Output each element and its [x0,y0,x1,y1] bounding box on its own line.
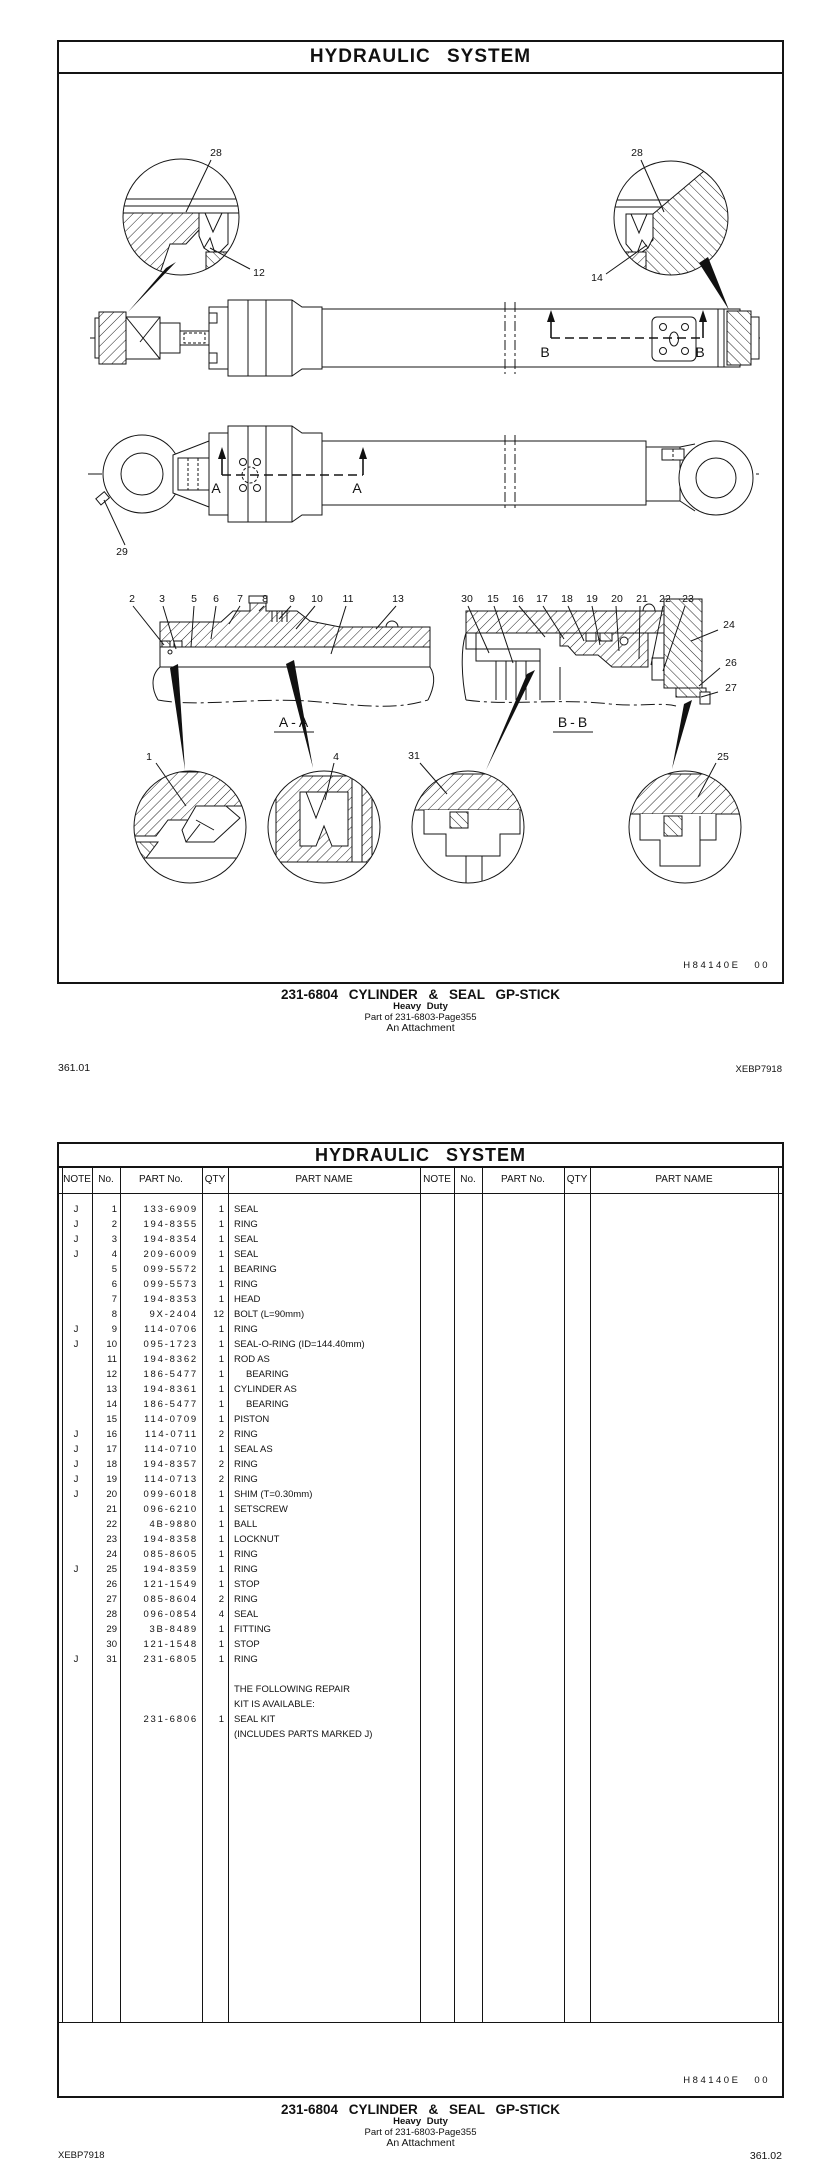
callout-label: 22 [659,593,671,605]
cell-item-no: 7 [111,1294,117,1305]
callout-label: 30 [461,593,473,605]
table-row [0,1547,420,1562]
table-header-cell: PART NAME [295,1174,353,1185]
table-row [0,1217,420,1232]
cell-note: J [73,1219,79,1230]
cell-item-no: 24 [106,1549,117,1560]
table-row [0,1712,420,1727]
cell-qty: 2 [218,1429,224,1440]
cell-item-no: 14 [106,1399,117,1410]
page2-drawing-code [683,2075,770,2086]
cell-qty: 1 [218,1549,224,1560]
detail-circle-1 [134,771,246,883]
section-bb-drawing [462,599,710,770]
callout-label: 26 [725,657,737,669]
page1-doc-id: XEBP7918 [735,1064,782,1075]
cell-part-no: 085-8605 [143,1549,198,1560]
table-header-cell: QTY [204,1174,226,1185]
callout-label: 21 [636,593,648,605]
callout-label: 19 [586,593,598,605]
view-arrow-label: A [352,480,362,496]
cell-part-no: 194-8357 [143,1459,198,1470]
cell-qty: 1 [218,1624,224,1635]
detail-circle-top-right [613,150,729,310]
cell-item-no: 13 [106,1384,117,1395]
table-row [0,1667,420,1682]
page2-title: HYDRAULIC SYSTEM [59,1144,782,1168]
cell-part-name: SETSCREW [234,1504,288,1515]
table-row [0,1652,420,1667]
cell-item-no: 11 [107,1354,117,1365]
cell-part-no: 186-5477 [143,1399,198,1410]
cell-qty: 1 [218,1489,224,1500]
cell-qty: 2 [218,1474,224,1485]
cell-part-no: 194-8355 [143,1219,198,1230]
cell-part-no: 121-1548 [143,1639,198,1650]
table-row [0,1622,420,1637]
cell-part-no: 231-6806 [143,1714,198,1725]
table-row [0,1262,420,1277]
page2-caption-title: 231-6804 CYLINDER & SEAL GP-STICK [280,2102,561,2117]
cell-part-no: 3B-8489 [149,1624,198,1635]
cell-item-no: 5 [111,1264,117,1275]
cell-item-no: 17 [106,1444,117,1455]
callout-label: 9 [289,593,295,605]
section-label-aa: A-A [278,714,312,730]
cell-part-name: RING [234,1549,258,1560]
section-aa-drawing [153,596,434,770]
cell-item-no: 1 [111,1204,117,1215]
cell-part-name: THE FOLLOWING REPAIR [234,1684,350,1695]
cell-part-no: 114-0709 [144,1414,198,1425]
cell-qty: 1 [218,1564,224,1575]
page1-caption-duty: Heavy Duty [393,1001,448,1012]
callout-label: 20 [611,593,623,605]
cell-qty: 1 [218,1204,224,1215]
cell-qty: 1 [218,1399,224,1410]
cell-note: J [73,1204,79,1215]
table-header-cell: PART No. [501,1174,545,1185]
cell-part-name: BOLT (L=90mm) [234,1309,305,1320]
cell-item-no: 31 [106,1654,117,1665]
cell-qty: 1 [218,1579,224,1590]
detail-circle-top-left [122,159,240,312]
view-arrow-label: A [211,480,221,496]
callout-label: 14 [591,272,603,284]
table-row [0,1682,420,1697]
cylinder-diagram [58,73,782,983]
cell-qty: 12 [213,1309,224,1320]
cell-part-no: 114-0706 [144,1324,198,1335]
cell-part-name: ROD AS [234,1354,270,1365]
table-row [0,1277,420,1292]
cell-part-no: 099-6018 [143,1489,198,1500]
cell-part-no: 114-0713 [144,1474,198,1485]
cell-item-no: 18 [106,1459,117,1470]
table-header-cell: No. [460,1174,476,1185]
cell-part-name: SEAL [234,1249,259,1260]
cell-item-no: 21 [106,1504,117,1515]
callout-label: 16 [512,593,524,605]
cell-item-no: 26 [106,1579,117,1590]
table-header-cell: NOTE [423,1174,451,1185]
cell-qty: 1 [218,1294,224,1305]
detail-circle-25 [629,771,742,883]
callout-label: 15 [487,593,499,605]
table-row [0,1607,420,1622]
cell-qty: 1 [218,1534,224,1545]
cell-part-no: 186-5477 [143,1369,198,1380]
cell-note: J [73,1459,79,1470]
callout-label: 2 [129,593,135,605]
table-header-rule [58,1193,782,1194]
cell-note: J [73,1324,79,1335]
cell-qty: 1 [218,1279,224,1290]
table-row [0,1367,420,1382]
table-header-cell: No. [98,1174,114,1185]
table-row [0,1307,420,1322]
cell-part-name: SEAL KIT [234,1714,276,1725]
table-row [0,1442,420,1457]
table-row [0,1502,420,1517]
table-row [0,1457,420,1472]
cell-qty: 1 [218,1234,224,1245]
callout-leader-line [641,160,664,212]
table-row [0,1382,420,1397]
cell-part-no: 194-8359 [143,1564,198,1575]
table-row [0,1337,420,1352]
callout-label: 17 [536,593,548,605]
cell-part-name: SEAL [234,1609,259,1620]
callout-label: 3 [159,593,165,605]
cell-part-name: SEAL [234,1234,259,1245]
table-row [0,1577,420,1592]
detail-circle-4 [268,771,380,883]
cell-part-no: 096-6210 [143,1504,198,1515]
cell-part-no: 099-5572 [143,1264,198,1275]
table-row [0,1592,420,1607]
cell-qty: 1 [218,1639,224,1650]
cell-note: J [73,1474,79,1485]
callout-label: 24 [723,619,735,631]
cell-part-name: STOP [234,1639,260,1650]
cell-part-name: FITTING [234,1624,271,1635]
cell-part-no: 085-8604 [143,1594,198,1605]
page1-title: HYDRAULIC SYSTEM [59,42,782,74]
cell-part-no: 209-6009 [143,1249,198,1260]
cell-qty: 1 [218,1354,224,1365]
cell-part-name: RING [234,1219,258,1230]
cell-note: J [73,1444,79,1455]
cell-item-no: 30 [106,1639,117,1650]
cylinder-bottom-view [88,426,762,522]
table-row [0,1292,420,1307]
table-row [0,1532,420,1547]
cell-qty: 1 [218,1654,224,1665]
cell-part-no: 114-0711 [144,1429,198,1440]
cell-qty: 1 [218,1714,224,1725]
table-header-cell: NOTE [63,1174,91,1185]
cell-item-no: 23 [106,1534,117,1545]
table-header-cell: PART No. [139,1174,183,1185]
cell-qty: 1 [218,1444,224,1455]
table-row [0,1322,420,1337]
cell-item-no: 28 [106,1609,117,1620]
cell-part-name: RING [234,1459,258,1470]
cell-part-name: KIT IS AVAILABLE: [234,1699,315,1710]
cell-part-name: SEAL-O-RING (ID=144.40mm) [234,1339,365,1350]
cell-part-name: BEARING [234,1264,277,1275]
callout-label: 12 [253,267,265,279]
cell-qty: 1 [218,1249,224,1260]
table-column-line [778,1167,779,2022]
table-row [0,1472,420,1487]
cell-part-name: SHIM (T=0.30mm) [234,1489,313,1500]
cell-part-name: SEAL [234,1204,259,1215]
cell-qty: 1 [218,1339,224,1350]
cell-part-no: 194-8361 [143,1384,198,1395]
callout-label: 11 [342,593,354,605]
cell-part-name: RING [234,1474,258,1485]
table-column-line [564,1167,565,2022]
cell-part-name: RING [234,1324,258,1335]
cell-part-name: RING [234,1564,258,1575]
cell-item-no: 4 [111,1249,117,1260]
callout-label: 13 [392,593,404,605]
cell-part-no: 194-8353 [143,1294,198,1305]
page2-caption-partof: Part of 231-6803-Page355 [364,2127,477,2138]
cell-part-name: BEARING [246,1369,289,1380]
table-header-cell: PART NAME [655,1174,713,1185]
page2-page-number: 361.02 [749,2150,782,2162]
page1-caption-attachment: An Attachment [386,1022,455,1034]
cell-note: J [73,1339,79,1350]
cell-qty: 1 [218,1414,224,1425]
table-column-line [454,1167,455,2022]
cell-item-no: 22 [106,1519,117,1530]
cell-item-no: 20 [106,1489,117,1500]
table-row [0,1562,420,1577]
callout-label: 18 [561,593,573,605]
cell-item-no: 29 [106,1624,117,1635]
cell-part-no: 9X-2404 [149,1309,198,1320]
callout-leader-line [133,606,164,645]
cell-item-no: 16 [106,1429,117,1440]
cell-part-no: 095-1723 [143,1339,198,1350]
callout-label: 7 [237,593,243,605]
table-row [0,1727,420,1742]
cell-part-name: RING [234,1594,258,1605]
cell-qty: 1 [218,1264,224,1275]
table-row [0,1697,420,1712]
cell-item-no: 25 [106,1564,117,1575]
callout-label: 10 [311,593,323,605]
cell-part-name: CYLINDER AS [234,1384,297,1395]
page1-page-number: 361.01 [58,1062,91,1074]
cell-qty: 1 [218,1324,224,1335]
cell-item-no: 19 [106,1474,117,1485]
cell-part-name: STOP [234,1579,260,1590]
cell-part-name: PISTON [234,1414,270,1425]
callout-leader-line [186,160,211,212]
table-header-cell: QTY [566,1174,588,1185]
page1-caption-partof: Part of 231-6803-Page355 [364,1012,477,1023]
cell-qty: 2 [218,1594,224,1605]
callout-label: 25 [717,751,729,763]
callout-label: 5 [191,593,197,605]
drawing-number: H84140E [683,2075,741,2086]
cylinder-top-view [90,300,760,376]
cell-part-name: SEAL AS [234,1444,273,1455]
drawing-revision: 00 [754,960,770,971]
callout-label: 29 [116,546,128,558]
table-row [0,1352,420,1367]
cell-part-name: RING [234,1429,258,1440]
cell-qty: 1 [218,1519,224,1530]
table-column-line [590,1167,591,2022]
cell-qty: 4 [218,1609,224,1620]
table-row [0,1487,420,1502]
callout-label: 27 [725,682,737,694]
table-row [0,1232,420,1247]
cell-part-no: 096-0854 [143,1609,198,1620]
cell-item-no: 10 [106,1339,117,1350]
cell-part-name: RING [234,1654,258,1665]
cell-item-no: 12 [106,1369,117,1380]
cell-item-no: 27 [106,1594,117,1605]
cell-part-name: LOCKNUT [234,1534,280,1545]
table-row [0,1412,420,1427]
callout-label: 23 [682,593,694,605]
cell-part-no: 231-6805 [143,1654,198,1665]
cell-qty: 1 [218,1384,224,1395]
cell-part-name: (INCLUDES PARTS MARKED J) [234,1729,373,1740]
cell-part-name: BALL [234,1519,258,1530]
cell-part-no: 114-0710 [144,1444,198,1455]
drawing-number: H84140E [683,960,741,971]
callout-label: 28 [210,147,222,159]
table-row [0,1202,420,1217]
cell-part-no: 194-8362 [143,1354,198,1365]
cell-part-name: BEARING [246,1399,289,1410]
cell-note: J [73,1234,79,1245]
cell-note: J [73,1249,79,1260]
cell-item-no: 9 [111,1324,117,1335]
cell-item-no: 6 [111,1279,117,1290]
cell-qty: 1 [218,1504,224,1515]
cell-note: J [73,1489,79,1500]
callout-label: 28 [631,147,643,159]
table-bottom-rule [58,2022,782,2023]
page2-doc-id: XEBP7918 [58,2150,105,2161]
cell-note: J [73,1654,79,1665]
callout-label: 31 [408,750,420,762]
table-row [0,1247,420,1262]
drawing-revision: 00 [754,2075,770,2086]
callout-label: 8 [262,593,268,605]
cell-qty: 2 [218,1459,224,1470]
cell-part-no: 133-6909 [143,1204,198,1215]
callout-label: 1 [146,751,152,763]
cell-part-no: 194-8358 [143,1534,198,1545]
table-column-line [482,1167,483,2022]
cell-qty: 1 [218,1369,224,1380]
table-row [0,1427,420,1442]
view-arrow-label: B [695,344,705,360]
cell-part-no: 121-1549 [143,1579,198,1590]
page2-caption-duty: Heavy Duty [393,2116,448,2127]
cell-note: J [73,1564,79,1575]
cell-part-no: 194-8354 [143,1234,198,1245]
cell-note: J [73,1429,79,1440]
table-row [0,1637,420,1652]
cell-item-no: 3 [111,1234,117,1245]
cell-part-no: 099-5573 [143,1279,198,1290]
cell-item-no: 15 [106,1414,117,1425]
cell-qty: 1 [218,1219,224,1230]
view-arrow-label: B [540,344,550,360]
detail-circle-31 [412,771,524,883]
table-row [0,1517,420,1532]
cell-part-name: HEAD [234,1294,261,1305]
table-column-line [420,1167,421,2022]
table-row [0,1397,420,1412]
callout-label: 6 [213,593,219,605]
cell-part-name: RING [234,1279,258,1290]
section-label-bb: B-B [557,714,591,730]
callout-label: 4 [333,751,339,763]
cell-part-no: 4B-9880 [149,1519,198,1530]
page1-caption-title: 231-6804 CYLINDER & SEAL GP-STICK [280,987,561,1002]
cell-item-no: 2 [111,1219,117,1230]
page1-drawing-code [683,960,770,971]
page2-caption-attachment: An Attachment [386,2137,455,2149]
cell-item-no: 8 [111,1309,117,1320]
